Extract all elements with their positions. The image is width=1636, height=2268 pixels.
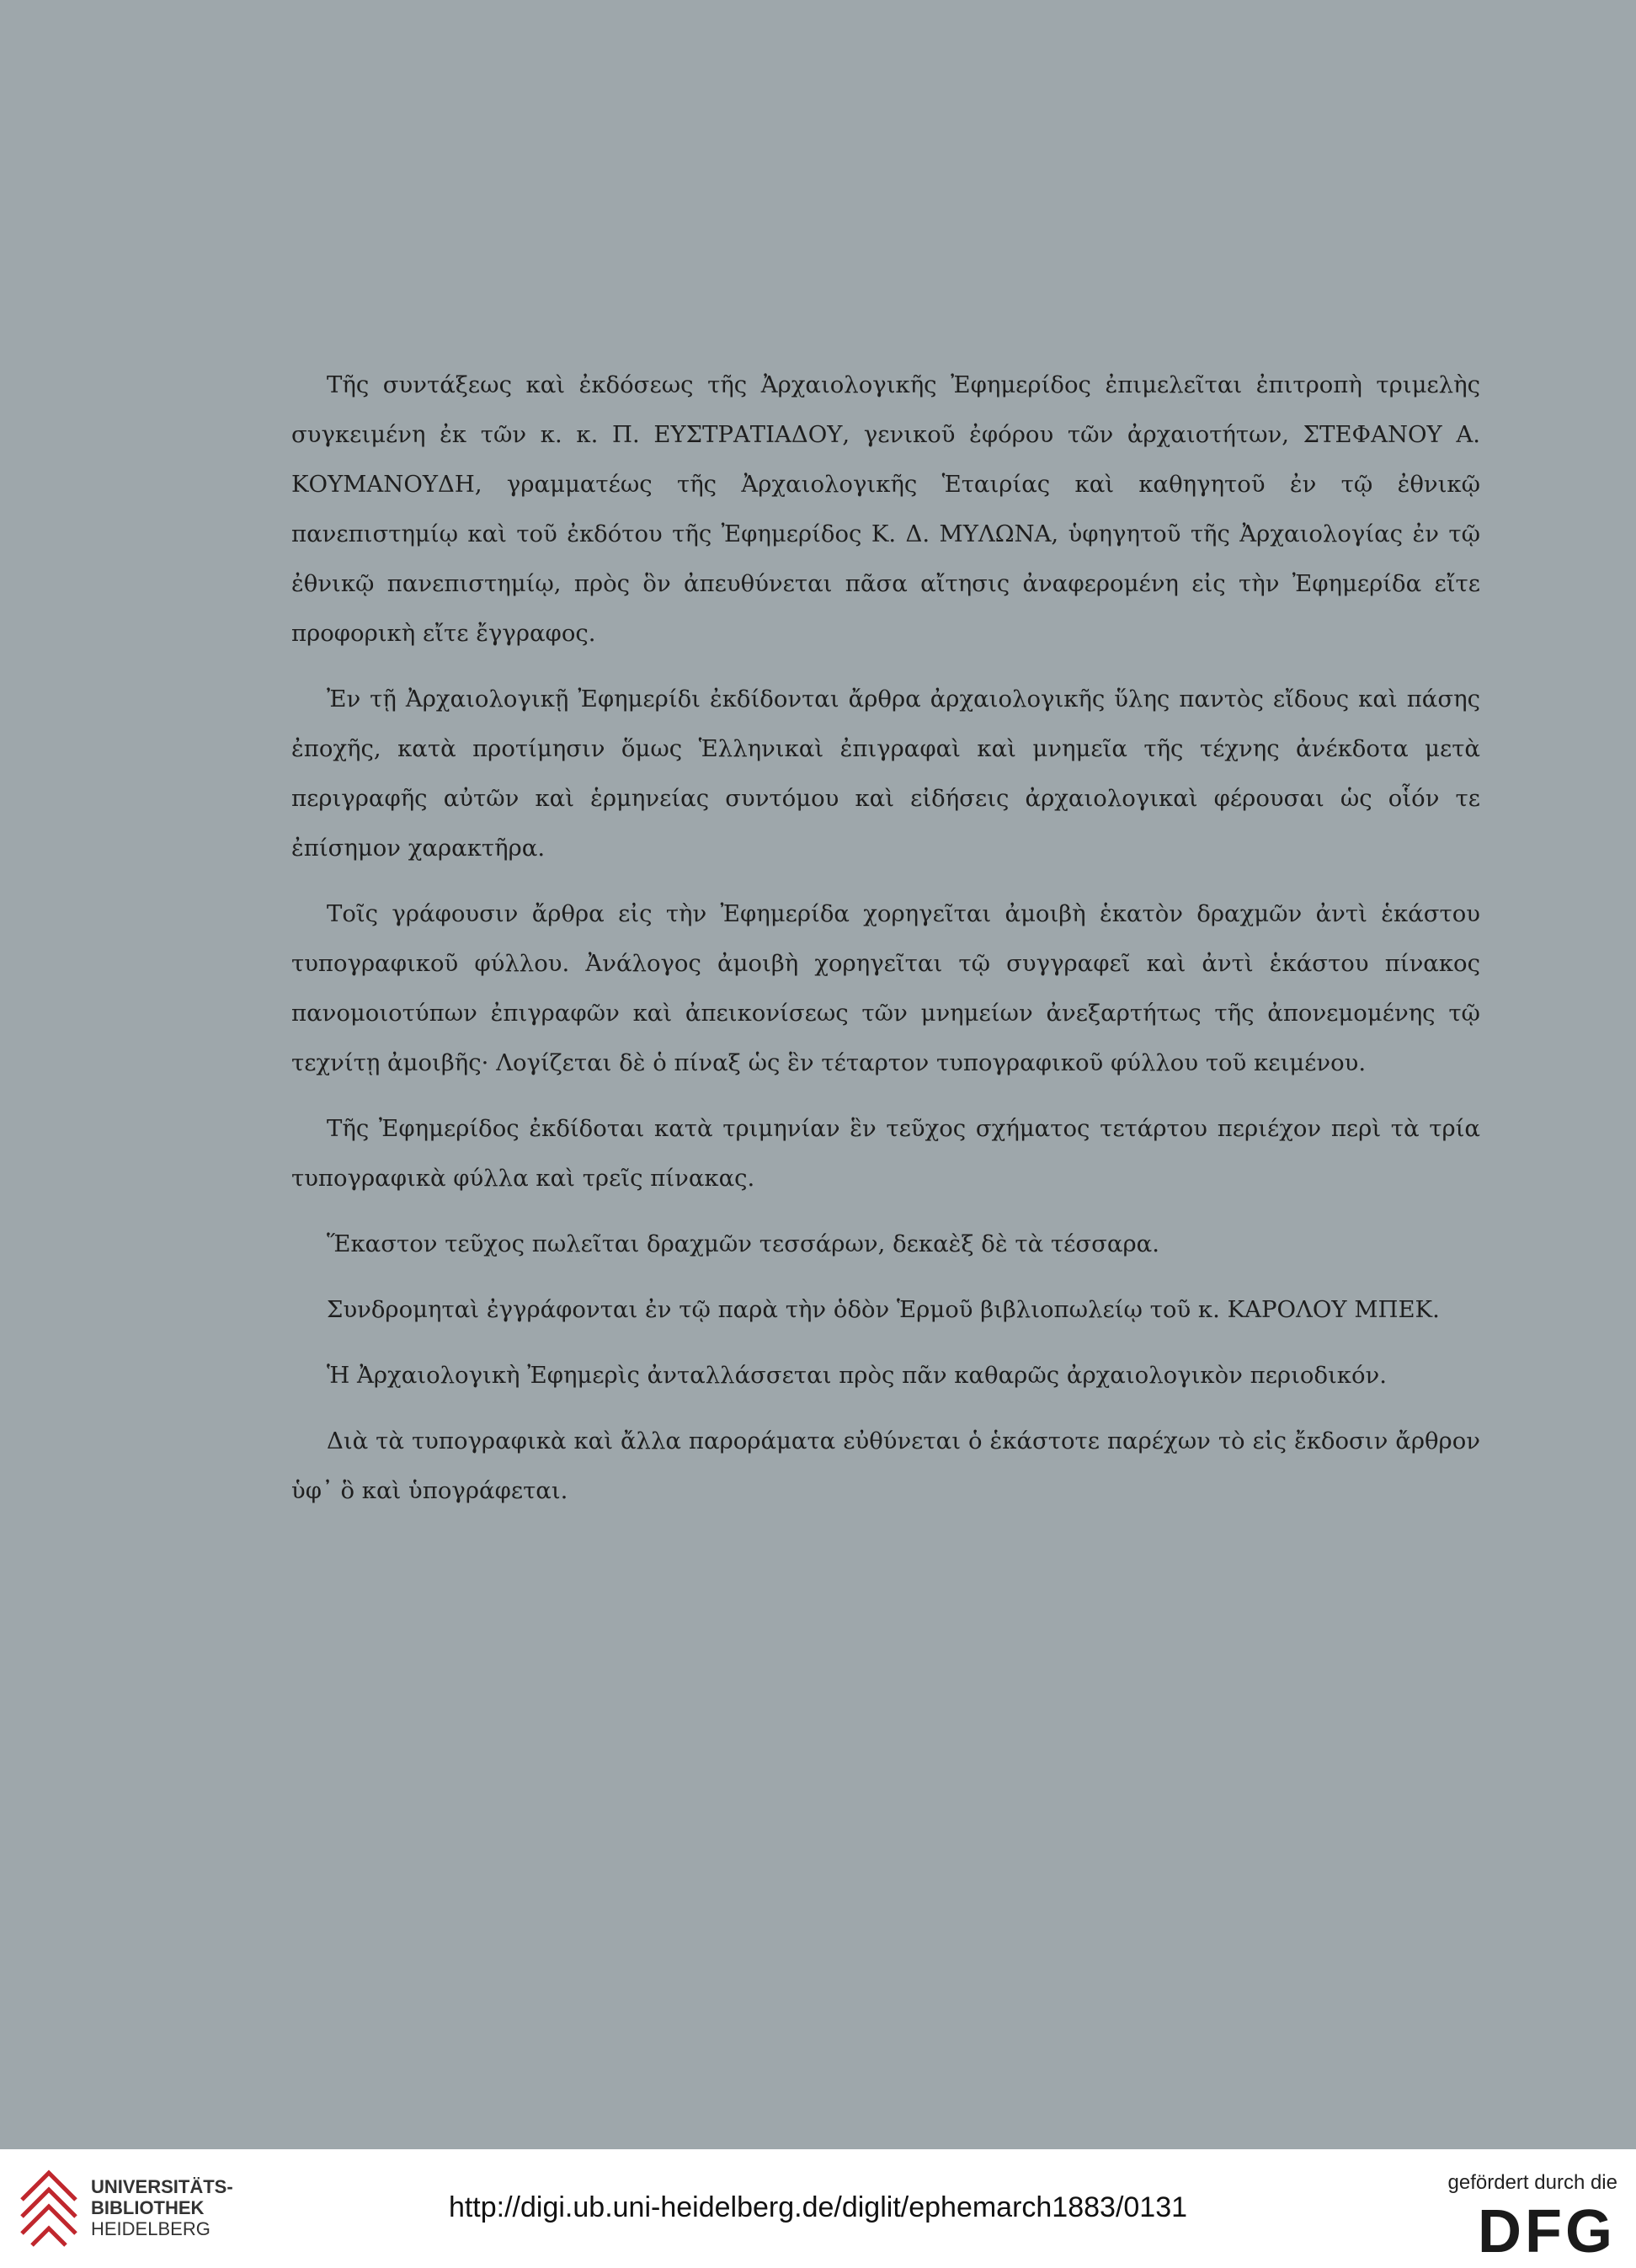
paragraph-author-fees: Τοῖς γράφουσιν ἄρθρα εἰς τὴν Ἐφημερίδα χορηγεῖται ἀμοιβὴ ἑκατὸν δραχμῶν ἀντὶ ἑκάστου τυπογραφικοῦ φύλλου. Ἀνάλογος ἀμοιβὴ χορηγεῖται τῷ συγγραφεῖ καὶ ἀντὶ ἑκάστου πίνακος πανομοιοτύπων ἐπιγραφῶν καὶ ἀπεικονίσεως τῶν μνημείων ἀνεξαρτήτως τῆς ἀπονεμομένης τῷ τεχνίτῃ ἀμοιβῆς· Λογίζεται δὲ ὁ πίναξ ὡς ἓν τέταρτον τυπογραφικοῦ φύλλου τοῦ κειμένου. bbox=[291, 900, 1480, 1076]
library-name: UNIVERSITÄTS- BIBLIOTHEK HEIDELBERG bbox=[91, 2176, 233, 2239]
paragraph-editorial-committee: Τῆς συντάξεως καὶ ἐκδόσεως τῆς Ἀρχαιολογικῆς Ἐφημερίδος ἐπιμελεῖται ἐπιτροπὴ τριμελὴς συγκειμένη ἐκ τῶν κ. κ. Π. ΕΥΣΤΡΑΤΙΑΔΟΥ, γενικοῦ ἐφόρου τῶν ἀρχαιοτήτων, ΣΤΕΦΑΝΟΥ Α. ΚΟΥΜΑΝΟΥΔΗ, γραμματέως τῆς Ἀρχαιολογικῆς Ἑταιρίας καὶ καθηγητοῦ ἐν τῷ ἐθνικῷ πανεπιστημίῳ καὶ τοῦ ἐκδότου τῆς Ἐφημερίδος Κ. Δ. ΜΥΛΩΝΑ, ὑφηγητοῦ τῆς Ἀρχαιολογίας ἐν τῷ ἐθνικῷ πανεπιστημίῳ, πρὸς ὃν ἀπευθύνεται πᾶσα αἴτησις ἀναφερομένη εἰς τὴν Ἐφημερίδα εἴτε προφορικὴ εἴτε ἔγγραφος. bbox=[291, 371, 1480, 647]
paragraph-errata: Διὰ τὰ τυπογραφικὰ καὶ ἄλλα παροράματα εὐθύνεται ὁ ἑκάστοτε παρέχων τὸ εἰς ἔκδοσιν ἄρθρον ὑφ᾽ ὃ καὶ ὑπογράφεται. bbox=[291, 1428, 1480, 1504]
paragraph-content-scope: Ἐν τῇ Ἀρχαιολογικῇ Ἐφημερίδι ἐκδίδονται ἄρθρα ἀρχαιολογικῆς ὕλης παντὸς εἴδους καὶ πάσης ἐποχῆς, κατὰ προτίμησιν ὅμως Ἑλληνικαὶ ἐπιγραφαὶ καὶ μνημεῖα τῆς τέχνης ἀνέκδοτα μετὰ περιγραφῆς αὐτῶν καὶ ἑρμηνείας συντόμου καὶ εἰδήσεις ἀρχαιολογικαὶ φέρουσαι ὡς οἷόν τε ἐπίσημον χαρακτῆρα. bbox=[291, 686, 1480, 862]
footer-bar bbox=[0, 2149, 1636, 2268]
paragraph-publication-schedule: Τῆς Ἐφημερίδος ἐκδίδοται κατὰ τριμηνίαν ἓν τεῦχος σχήματος τετάρτου περιέχον περὶ τὰ τρία τυπογραφικὰ φύλλα καὶ τρεῖς πίνακας. bbox=[291, 1115, 1480, 1192]
document-text bbox=[291, 360, 1480, 1516]
dfg-logo-icon: DFG bbox=[1478, 2198, 1616, 2265]
paragraph-exchange: Ἡ Ἀρχαιολογικὴ Ἐφημερὶς ἀνταλλάσσεται πρὸς πᾶν καθαρῶς ἀρχαιολογικὸν περιοδικόν. bbox=[327, 1362, 1387, 1389]
source-url-link[interactable]: http://digi.ub.uni-heidelberg.de/diglit/ephemarch1883/0131 bbox=[448, 2191, 1188, 2223]
funding-caption: gefördert durch die bbox=[1447, 2171, 1617, 2194]
paragraph-price: Ἕκαστον τεῦχος πωλεῖται δραχμῶν τεσσάρων, δεκαὲξ δὲ τὰ τέσσαρα. bbox=[327, 1230, 1159, 1257]
paragraph-subscriptions: Συνδρομηταὶ ἐγγράφονται ἐν τῷ παρὰ τὴν ὁδὸν Ἑρμοῦ βιβλιοπωλείῳ τοῦ κ. ΚΑΡΟΛΟΥ ΜΠΕΚ. bbox=[327, 1296, 1440, 1323]
